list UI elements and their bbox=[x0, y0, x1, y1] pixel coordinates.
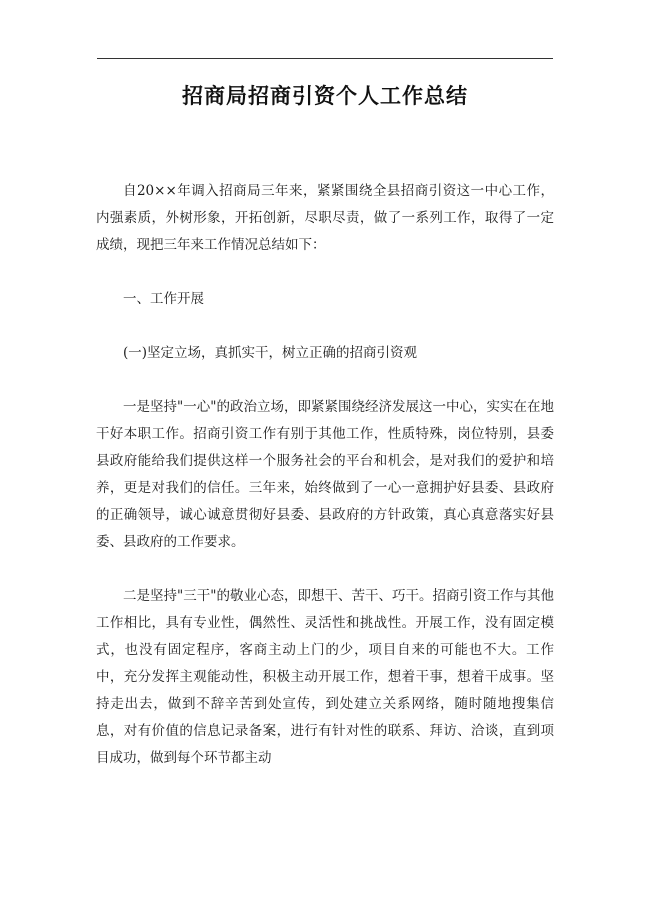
header-rule bbox=[97, 58, 553, 59]
section-heading: 一、工作开展 bbox=[123, 291, 204, 307]
document-body bbox=[96, 178, 554, 772]
intro-paragraph: 自20××年调入招商局三年来，紧紧围绕全县招商引资这一中心工作，内强素质，外树形象，开拓创新，尽职尽责，做了一系列工作，取得了一定成绩，现把三年来工作情况总结如下： bbox=[96, 183, 554, 253]
subsection-heading: (一)坚定立场，真抓实干，树立正确的招商引资观 bbox=[123, 345, 418, 361]
body-paragraph: 一是坚持"一心"的政治立场，即紧紧围绕经济发展这一中心，实实在在地干好本职工作。招商引资工作有别于其他工作，性质特殊，岗位特别，县委县政府能给我们提供这样一个服务社会的平台和机会，是对我们的爱护和培养，更是对我们的信任。三年来，始终做到了一心一意拥护好县委、县政府的正确领导，诚心诚意贯彻好县委、县政府的方针政策，真心真意落实好县委、县政府的工作要求。 bbox=[96, 399, 554, 550]
body-paragraph: 二是坚持"三干"的敬业心态，即想干、苦干、巧干。招商引资工作与其他工作相比，具有专业性，偶然性、灵活性和挑战性。开展工作，没有固定模式，也没有固定程序，客商主动上门的少，项目自来的可能也不大。工作中，充分发挥主观能动性，积极主动开展工作，想着干事，想着干成事。坚持走出去，做到不辞辛苦到处宣传，到处建立关系网络，随时随地搜集信息，对有价值的信息记录备案，进行有针对性的联系、拜访、洽谈，直到项目成功，做到每个环节都主动 bbox=[96, 588, 554, 766]
document-title: 招商局招商引资个人工作总结 bbox=[182, 84, 468, 108]
